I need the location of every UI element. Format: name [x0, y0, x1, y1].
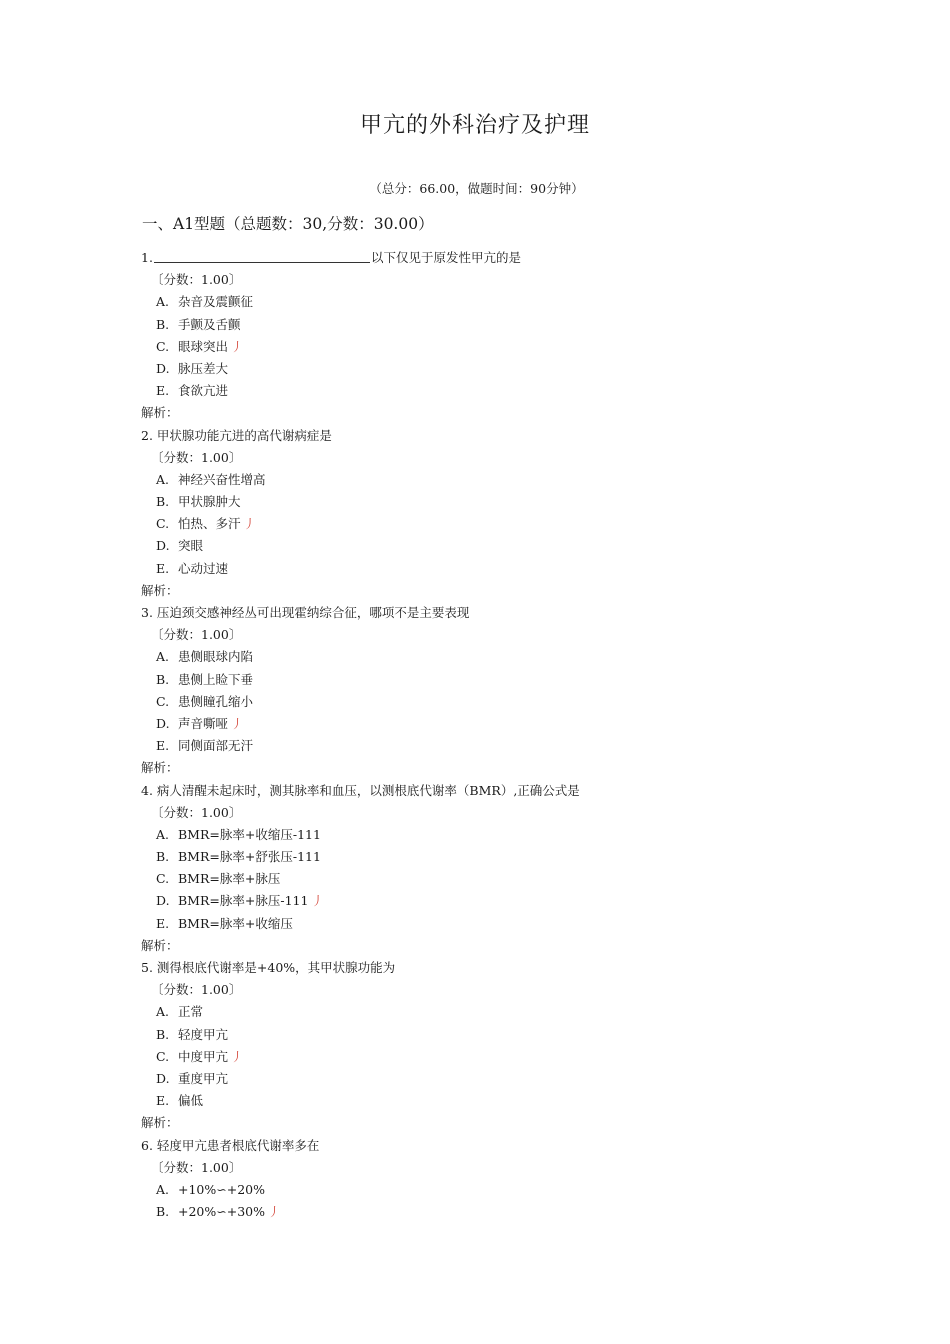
option-letter: E. [156, 383, 170, 399]
question-number: 4. [141, 782, 153, 798]
option-text: BMR=脉率+舒张压-111 [178, 849, 321, 865]
question-number: 3. [141, 605, 153, 620]
question-list [141, 247, 841, 1223]
option-text: 声音嘶哑 [178, 715, 229, 731]
option-letter: E. [156, 1093, 170, 1109]
option-text: 手颤及舌颤 [178, 316, 241, 332]
correct-answer-mark: 丿 [311, 894, 324, 909]
answer-option [141, 314, 841, 336]
option-text: 偏低 [178, 1093, 204, 1109]
option-letter: B. [156, 316, 170, 332]
question-text: 甲状腺功能亢进的高代谢病症是 [156, 427, 332, 443]
question-stem [141, 957, 841, 979]
question-score: 〔分数：1.00〕 [151, 272, 242, 288]
section-heading: 一、A1型题（总题数：30,分数：30.00） [142, 215, 434, 233]
answer-option [141, 669, 841, 691]
answer-option [141, 1024, 841, 1046]
question-number: 6. [141, 1137, 153, 1153]
option-text: 中度甲亢 [178, 1048, 229, 1064]
question-score: 〔分数：1.00〕 [151, 1159, 242, 1175]
option-letter: D. [156, 538, 170, 554]
answer-option [141, 380, 841, 402]
question-text: 压迫颈交感神经丛可出现霍纳综合征，哪项不是主要表现 [156, 605, 470, 620]
answer-option [141, 1001, 841, 1023]
answer-option [141, 1046, 841, 1068]
question-text: 测得根底代谢率是+40%，其甲状腺功能为 [156, 960, 396, 975]
option-letter: A. [156, 649, 170, 665]
answer-option [141, 513, 841, 535]
option-letter: E. [156, 560, 170, 576]
answer-option [141, 336, 841, 358]
question-stem [141, 247, 841, 269]
answer-option [141, 1090, 841, 1112]
option-letter: B. [156, 1204, 170, 1220]
answer-option [141, 846, 841, 868]
analysis-label: 解析： [141, 937, 179, 953]
option-letter: C. [156, 516, 170, 532]
answer-option [141, 1068, 841, 1090]
option-text: +20%∽+30% [178, 1204, 265, 1220]
option-text: 脉压差大 [178, 360, 229, 376]
option-text: 心动过速 [178, 560, 229, 576]
question-text: 以下仅见于原发性甲亢的是 [370, 250, 521, 265]
option-letter: A. [156, 1004, 170, 1020]
question-score: 〔分数：1.00〕 [151, 982, 242, 998]
option-letter: B. [156, 1026, 170, 1042]
option-text: 食欲亢进 [178, 383, 229, 399]
option-text: 轻度甲亢 [178, 1026, 229, 1042]
option-letter: B. [156, 671, 170, 687]
option-letter: E. [156, 738, 170, 754]
answer-option [141, 913, 841, 935]
option-text: 患侧上睑下垂 [178, 671, 254, 687]
answer-option [141, 1179, 841, 1201]
analysis-label: 解析： [141, 760, 179, 776]
option-letter: D. [156, 715, 170, 731]
document-subtitle: （总分：66.00，做题时间：90分钟） [369, 181, 584, 196]
option-letter: B. [156, 494, 170, 510]
option-text: 患侧眼球内陷 [178, 649, 254, 665]
option-text: 甲状腺肿大 [178, 494, 241, 510]
answer-option [141, 291, 841, 313]
answer-option [141, 535, 841, 557]
answer-option [141, 646, 841, 668]
option-text: 重度甲亢 [178, 1070, 229, 1086]
analysis-label: 解析： [141, 582, 179, 598]
option-text: BMR=脉率+脉压 [178, 871, 281, 887]
question-stem [141, 602, 841, 624]
answer-option [141, 691, 841, 713]
option-letter: A. [156, 1181, 170, 1197]
answer-blank-line [154, 248, 370, 263]
option-letter: E. [156, 915, 170, 931]
option-letter: D. [156, 893, 170, 909]
correct-answer-mark: 丿 [231, 716, 244, 731]
analysis-label: 解析： [141, 1115, 179, 1131]
option-text: BMR=脉率+脉压-111 [178, 893, 309, 909]
option-text: 杂音及震颤征 [178, 294, 254, 310]
option-text: BMR=脉率+收缩压-111 [178, 826, 321, 842]
question-stem [141, 780, 841, 802]
document-title: 甲亢的外科治疗及护理 [359, 113, 590, 138]
question-text: 病人清醒未起床时，测其脉率和血压，以测根底代谢率（BMR）,正确公式是 [156, 782, 580, 798]
question-score: 〔分数：1.00〕 [151, 449, 242, 465]
option-text: 正常 [178, 1004, 204, 1020]
answer-option [141, 1201, 841, 1223]
option-letter: A. [156, 294, 170, 310]
correct-answer-mark: 丿 [268, 1205, 281, 1220]
option-letter: C. [156, 1048, 170, 1064]
answer-option [141, 491, 841, 513]
correct-answer-mark: 丿 [243, 517, 256, 532]
answer-option [141, 469, 841, 491]
answer-option [141, 713, 841, 735]
option-text: BMR=脉率+收缩压 [178, 915, 293, 931]
option-text: 怕热、多汗 [178, 516, 241, 532]
answer-option [141, 735, 841, 757]
question-number: 2. [141, 427, 153, 443]
option-letter: A. [156, 826, 170, 842]
option-letter: C. [156, 871, 170, 887]
question-score: 〔分数：1.00〕 [151, 804, 242, 820]
answer-option [141, 558, 841, 580]
question-score: 〔分数：1.00〕 [151, 627, 242, 643]
option-text: 突眼 [178, 538, 204, 554]
option-letter: A. [156, 471, 170, 487]
option-text: 同侧面部无汗 [178, 738, 254, 754]
correct-answer-mark: 丿 [231, 339, 244, 354]
answer-option [141, 890, 841, 912]
question-number: 1. [141, 250, 153, 265]
option-letter: B. [156, 849, 170, 865]
option-text: +10%∽+20% [178, 1181, 265, 1197]
answer-option [141, 358, 841, 380]
option-letter: D. [156, 360, 170, 376]
option-text: 患侧瞳孔缩小 [178, 693, 254, 709]
question-text: 轻度甲亢患者根底代谢率多在 [156, 1137, 320, 1153]
analysis-label: 解析： [141, 405, 179, 421]
option-letter: D. [156, 1070, 170, 1086]
question-number: 5. [141, 960, 153, 975]
option-text: 眼球突出 [178, 338, 229, 354]
question-stem [141, 425, 841, 447]
question-stem [141, 1135, 841, 1157]
correct-answer-mark: 丿 [231, 1049, 244, 1064]
option-letter: C. [156, 693, 170, 709]
answer-option [141, 868, 841, 890]
option-letter: C. [156, 338, 170, 354]
answer-option [141, 824, 841, 846]
option-text: 神经兴奋性增高 [178, 471, 266, 487]
